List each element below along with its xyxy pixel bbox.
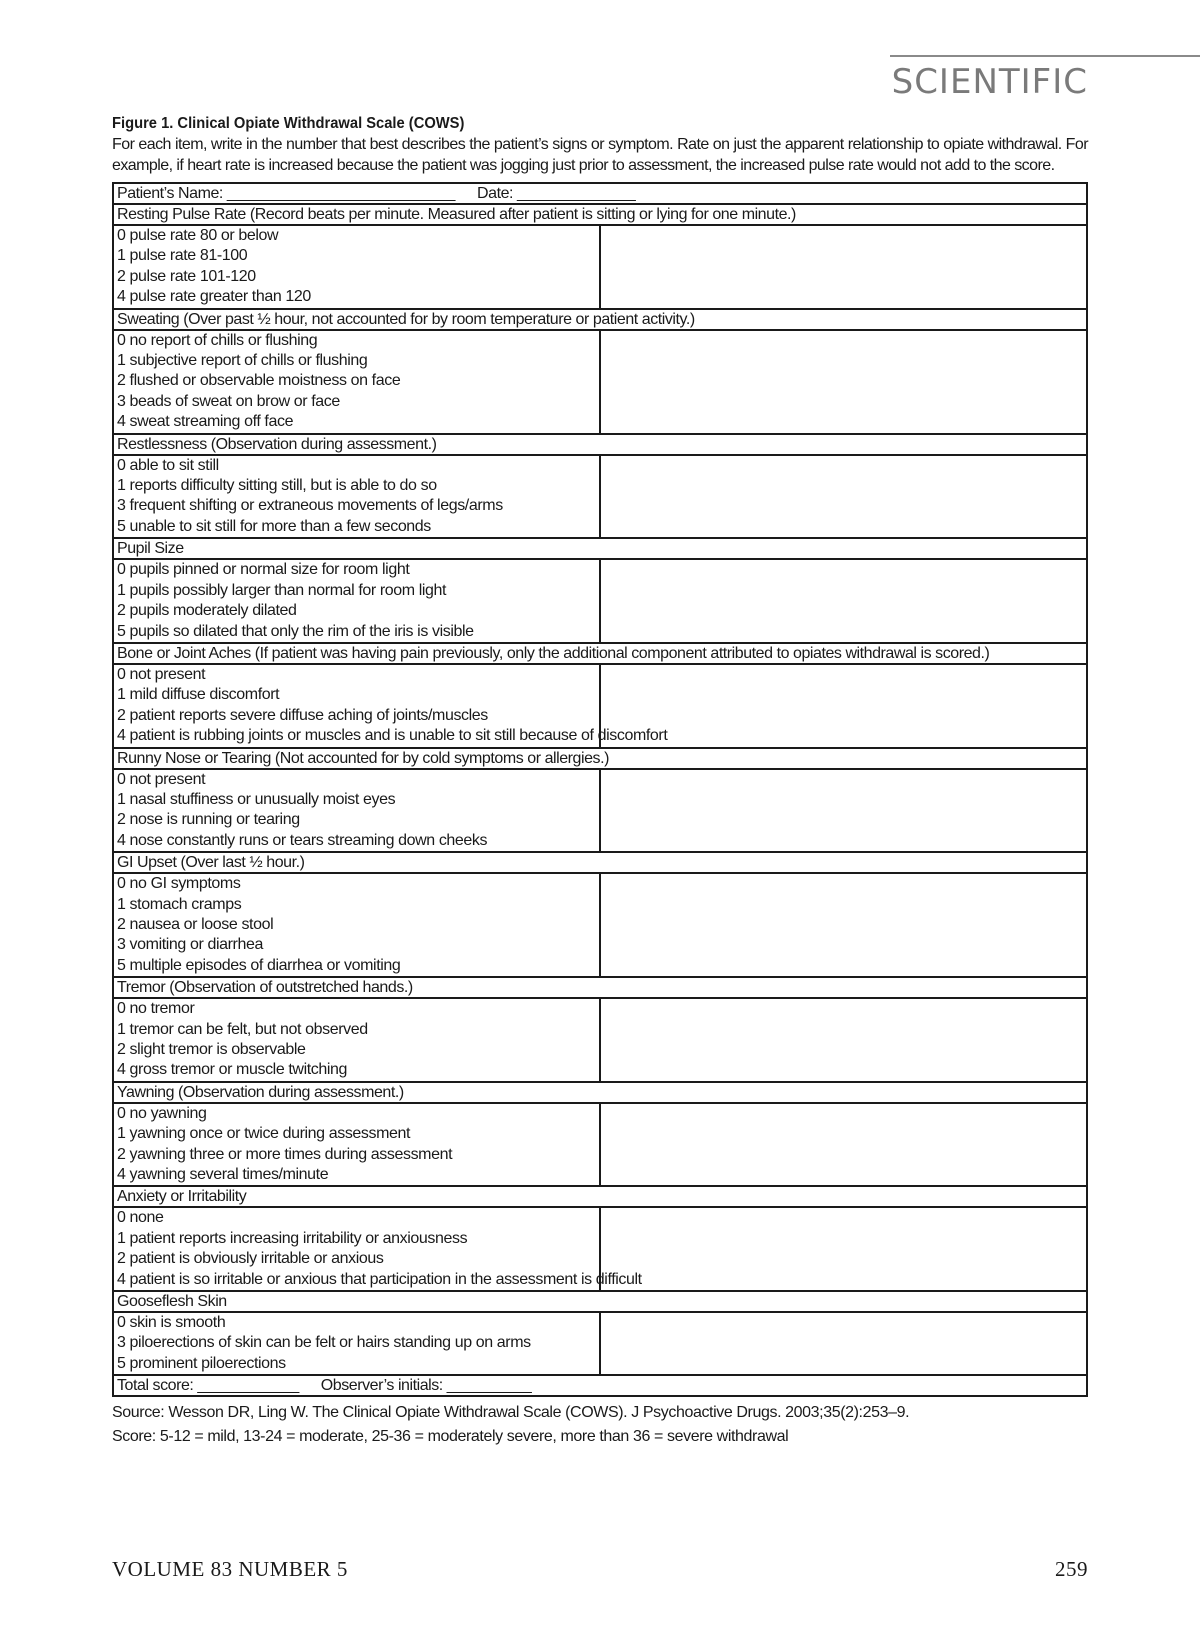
item-header: Gooseflesh Skin [113, 1291, 1087, 1312]
footer-journal: VOLUME 83 NUMBER 5 [112, 1557, 348, 1581]
item-header-row [113, 1291, 1087, 1312]
item-options [113, 1103, 600, 1187]
item-options [113, 330, 600, 434]
item-option: 1 stomach cramps [117, 895, 242, 913]
item-option: 1 nasal stuffiness or unusually moist eyes [117, 790, 396, 808]
item-option: 2 patient reports severe diffuse aching of joints/muscles [117, 706, 488, 724]
item-options-row [113, 1207, 1087, 1291]
item-score-cell[interactable] [600, 664, 1087, 748]
item-options-row [113, 330, 1087, 434]
item-option: 0 none [117, 1209, 164, 1227]
item-option: 5 prominent piloerections [117, 1354, 286, 1372]
item-option: 2 nose is running or tearing [117, 811, 300, 829]
item-options-row [113, 873, 1087, 977]
item-score-cell[interactable] [600, 1312, 1087, 1375]
item-options-row [113, 1103, 1087, 1187]
item-header: Pupil Size [113, 538, 1087, 559]
cows-table-body [113, 183, 1087, 1396]
item-header-row [113, 204, 1087, 225]
item-options-row [113, 225, 1087, 309]
item-options [113, 455, 600, 539]
item-option: 0 no yawning [117, 1104, 207, 1122]
item-options [113, 664, 668, 748]
item-header-row [113, 643, 1087, 664]
item-option: 0 no report of chills or flushing [117, 331, 318, 349]
item-option: 3 frequent shifting or extraneous movements of legs/arms [117, 497, 503, 515]
item-option: 2 nausea or loose stool [117, 915, 274, 933]
observer-initials-field[interactable]: Observer’s initials: __________ [320, 1377, 532, 1395]
item-option: 0 able to sit still [117, 456, 219, 474]
item-option: 2 flushed or observable moistness on face [117, 372, 401, 390]
item-option: 0 pulse rate 80 or below [117, 227, 279, 244]
item-header-row [113, 538, 1087, 559]
section-label: SCIENTIFIC [891, 62, 1088, 102]
score-key: Score: 5-12 = mild, 13-24 = moderate, 25-36 = moderately severe, more than 36 = severe withdrawal [112, 1428, 789, 1446]
item-options-row [113, 769, 1087, 853]
item-option: 1 yawning once or twice during assessment [117, 1125, 411, 1143]
item-header: Yawning (Observation during assessment.) [113, 1082, 1087, 1103]
item-score-cell[interactable] [600, 455, 1087, 539]
item-option: 1 pulse rate 81-100 [117, 247, 248, 265]
total-score-cell [113, 1375, 1087, 1396]
item-score-cell[interactable] [600, 225, 1087, 309]
item-header-row [113, 1082, 1087, 1103]
total-score-row [113, 1375, 1087, 1396]
item-header: Resting Pulse Rate (Record beats per minute. Measured after patient is sitting or lying for one minute.) [113, 204, 1087, 225]
item-option: 4 gross tremor or muscle twitching [117, 1061, 348, 1079]
item-options-row [113, 998, 1087, 1082]
item-options [113, 873, 600, 977]
cows-table [112, 182, 1088, 1397]
item-score-cell[interactable] [600, 998, 1087, 1082]
item-option: 3 beads of sweat on brow or face [117, 392, 340, 410]
item-option: 2 pupils moderately dilated [117, 602, 297, 620]
item-option: 1 tremor can be felt, but not observed [117, 1020, 368, 1038]
item-option: 5 multiple episodes of diarrhea or vomiting [117, 956, 401, 974]
item-header: Tremor (Observation of outstretched hands.) [113, 977, 1087, 998]
item-options [113, 769, 600, 853]
item-option: 1 subjective report of chills or flushing [117, 352, 368, 370]
source-citation: Source: Wesson DR, Ling W. The Clinical Opiate Withdrawal Scale (COWS). J Psychoactive Drugs. 2003;35(2):253–9. [112, 1404, 910, 1422]
total-score-field[interactable]: Total score: ____________ [117, 1377, 299, 1395]
item-score-cell[interactable] [600, 873, 1087, 977]
item-score-cell[interactable] [600, 330, 1087, 434]
item-options [113, 1312, 600, 1375]
item-option: 0 not present [117, 665, 206, 683]
item-option: 1 patient reports increasing irritability or anxiousness [117, 1229, 468, 1247]
item-header-row [113, 1186, 1087, 1207]
item-header-row [113, 309, 1087, 330]
item-option: 4 pulse rate greater than 120 [117, 288, 311, 306]
patient-info-row [113, 183, 1087, 204]
item-option: 2 slight tremor is observable [117, 1041, 306, 1058]
item-option: 3 piloerections of skin can be felt or hairs standing up on arms [117, 1334, 531, 1352]
item-options [113, 1207, 642, 1291]
item-option: 0 pupils pinned or normal size for room light [117, 561, 410, 579]
item-option: 4 nose constantly runs or tears streaming down cheeks [117, 831, 488, 849]
header-rule [890, 55, 1200, 57]
item-header-row [113, 977, 1087, 998]
item-option: 0 skin is smooth [117, 1314, 226, 1332]
item-option: 1 mild diffuse discomfort [117, 686, 280, 704]
item-score-cell[interactable] [600, 1103, 1087, 1187]
item-option: 3 vomiting or diarrhea [117, 936, 263, 954]
item-option: 4 sweat streaming off face [117, 413, 294, 431]
item-option: 2 yawning three or more times during assessment [117, 1145, 453, 1163]
item-option: 2 patient is obviously irritable or anxious [117, 1250, 384, 1268]
item-option: 0 not present [117, 770, 206, 788]
item-header: Bone or Joint Aches (If patient was having pain previously, only the additional component attributed to opiates withdrawal is scored.) [113, 643, 1087, 664]
item-header-row [113, 434, 1087, 455]
item-option: 1 pupils possibly larger than normal for room light [117, 581, 447, 599]
item-option: 1 reports difficulty sitting still, but is able to do so [117, 477, 437, 495]
item-header: Restlessness (Observation during assessment.) [113, 434, 1087, 455]
item-header: Runny Nose or Tearing (Not accounted for by cold symptoms or allergies.) [113, 748, 1087, 769]
item-score-cell[interactable] [600, 1207, 1087, 1291]
item-option: 5 unable to sit still for more than a few seconds [117, 517, 431, 535]
item-options [113, 559, 600, 643]
item-option: 5 pupils so dilated that only the rim of the iris is visible [117, 622, 474, 640]
item-options [113, 998, 600, 1082]
patient-info-cell [113, 183, 1087, 204]
item-header: Sweating (Over past ½ hour, not accounted for by room temperature or patient activity.) [113, 309, 1087, 330]
item-header-row [113, 748, 1087, 769]
item-header-row [113, 852, 1087, 873]
figure-instructions: For each item, write in the number that best describes the patient’s signs or symptom. Rate on just the apparent relationship to opiate withdrawal. For example, if heart rate is increased because the patient was jogging just prior to assessment, the increased pulse rate would not add to the score. [112, 136, 1088, 174]
item-option: 2 pulse rate 101-120 [117, 267, 256, 285]
figure [112, 114, 1088, 1449]
item-options-row [113, 455, 1087, 539]
date-field[interactable]: Date: ______________ [477, 185, 636, 202]
figure-title: Figure 1. Clinical Opiate Withdrawal Scale (COWS) [112, 115, 465, 132]
item-options [113, 225, 600, 309]
item-header: GI Upset (Over last ½ hour.) [113, 852, 1087, 873]
item-option: 0 no tremor [117, 1000, 195, 1018]
item-options-row [113, 664, 1087, 748]
item-option: 4 yawning several times/minute [117, 1166, 329, 1184]
item-option: 0 no GI symptoms [117, 875, 241, 893]
item-option: 4 patient is rubbing joints or muscles and is unable to sit still because of discomfort [117, 727, 668, 745]
item-score-cell[interactable] [600, 559, 1087, 643]
item-options-row [113, 559, 1087, 643]
item-header: Anxiety or Irritability [113, 1186, 1087, 1207]
footer-page-number: 259 [1055, 1557, 1088, 1581]
patient-name-field[interactable]: Patient’s Name: ___________________________ [117, 185, 456, 202]
item-options-row [113, 1312, 1087, 1375]
item-option: 4 patient is so irritable or anxious that participation in the assessment is difficult [117, 1270, 642, 1288]
item-score-cell[interactable] [600, 769, 1087, 853]
